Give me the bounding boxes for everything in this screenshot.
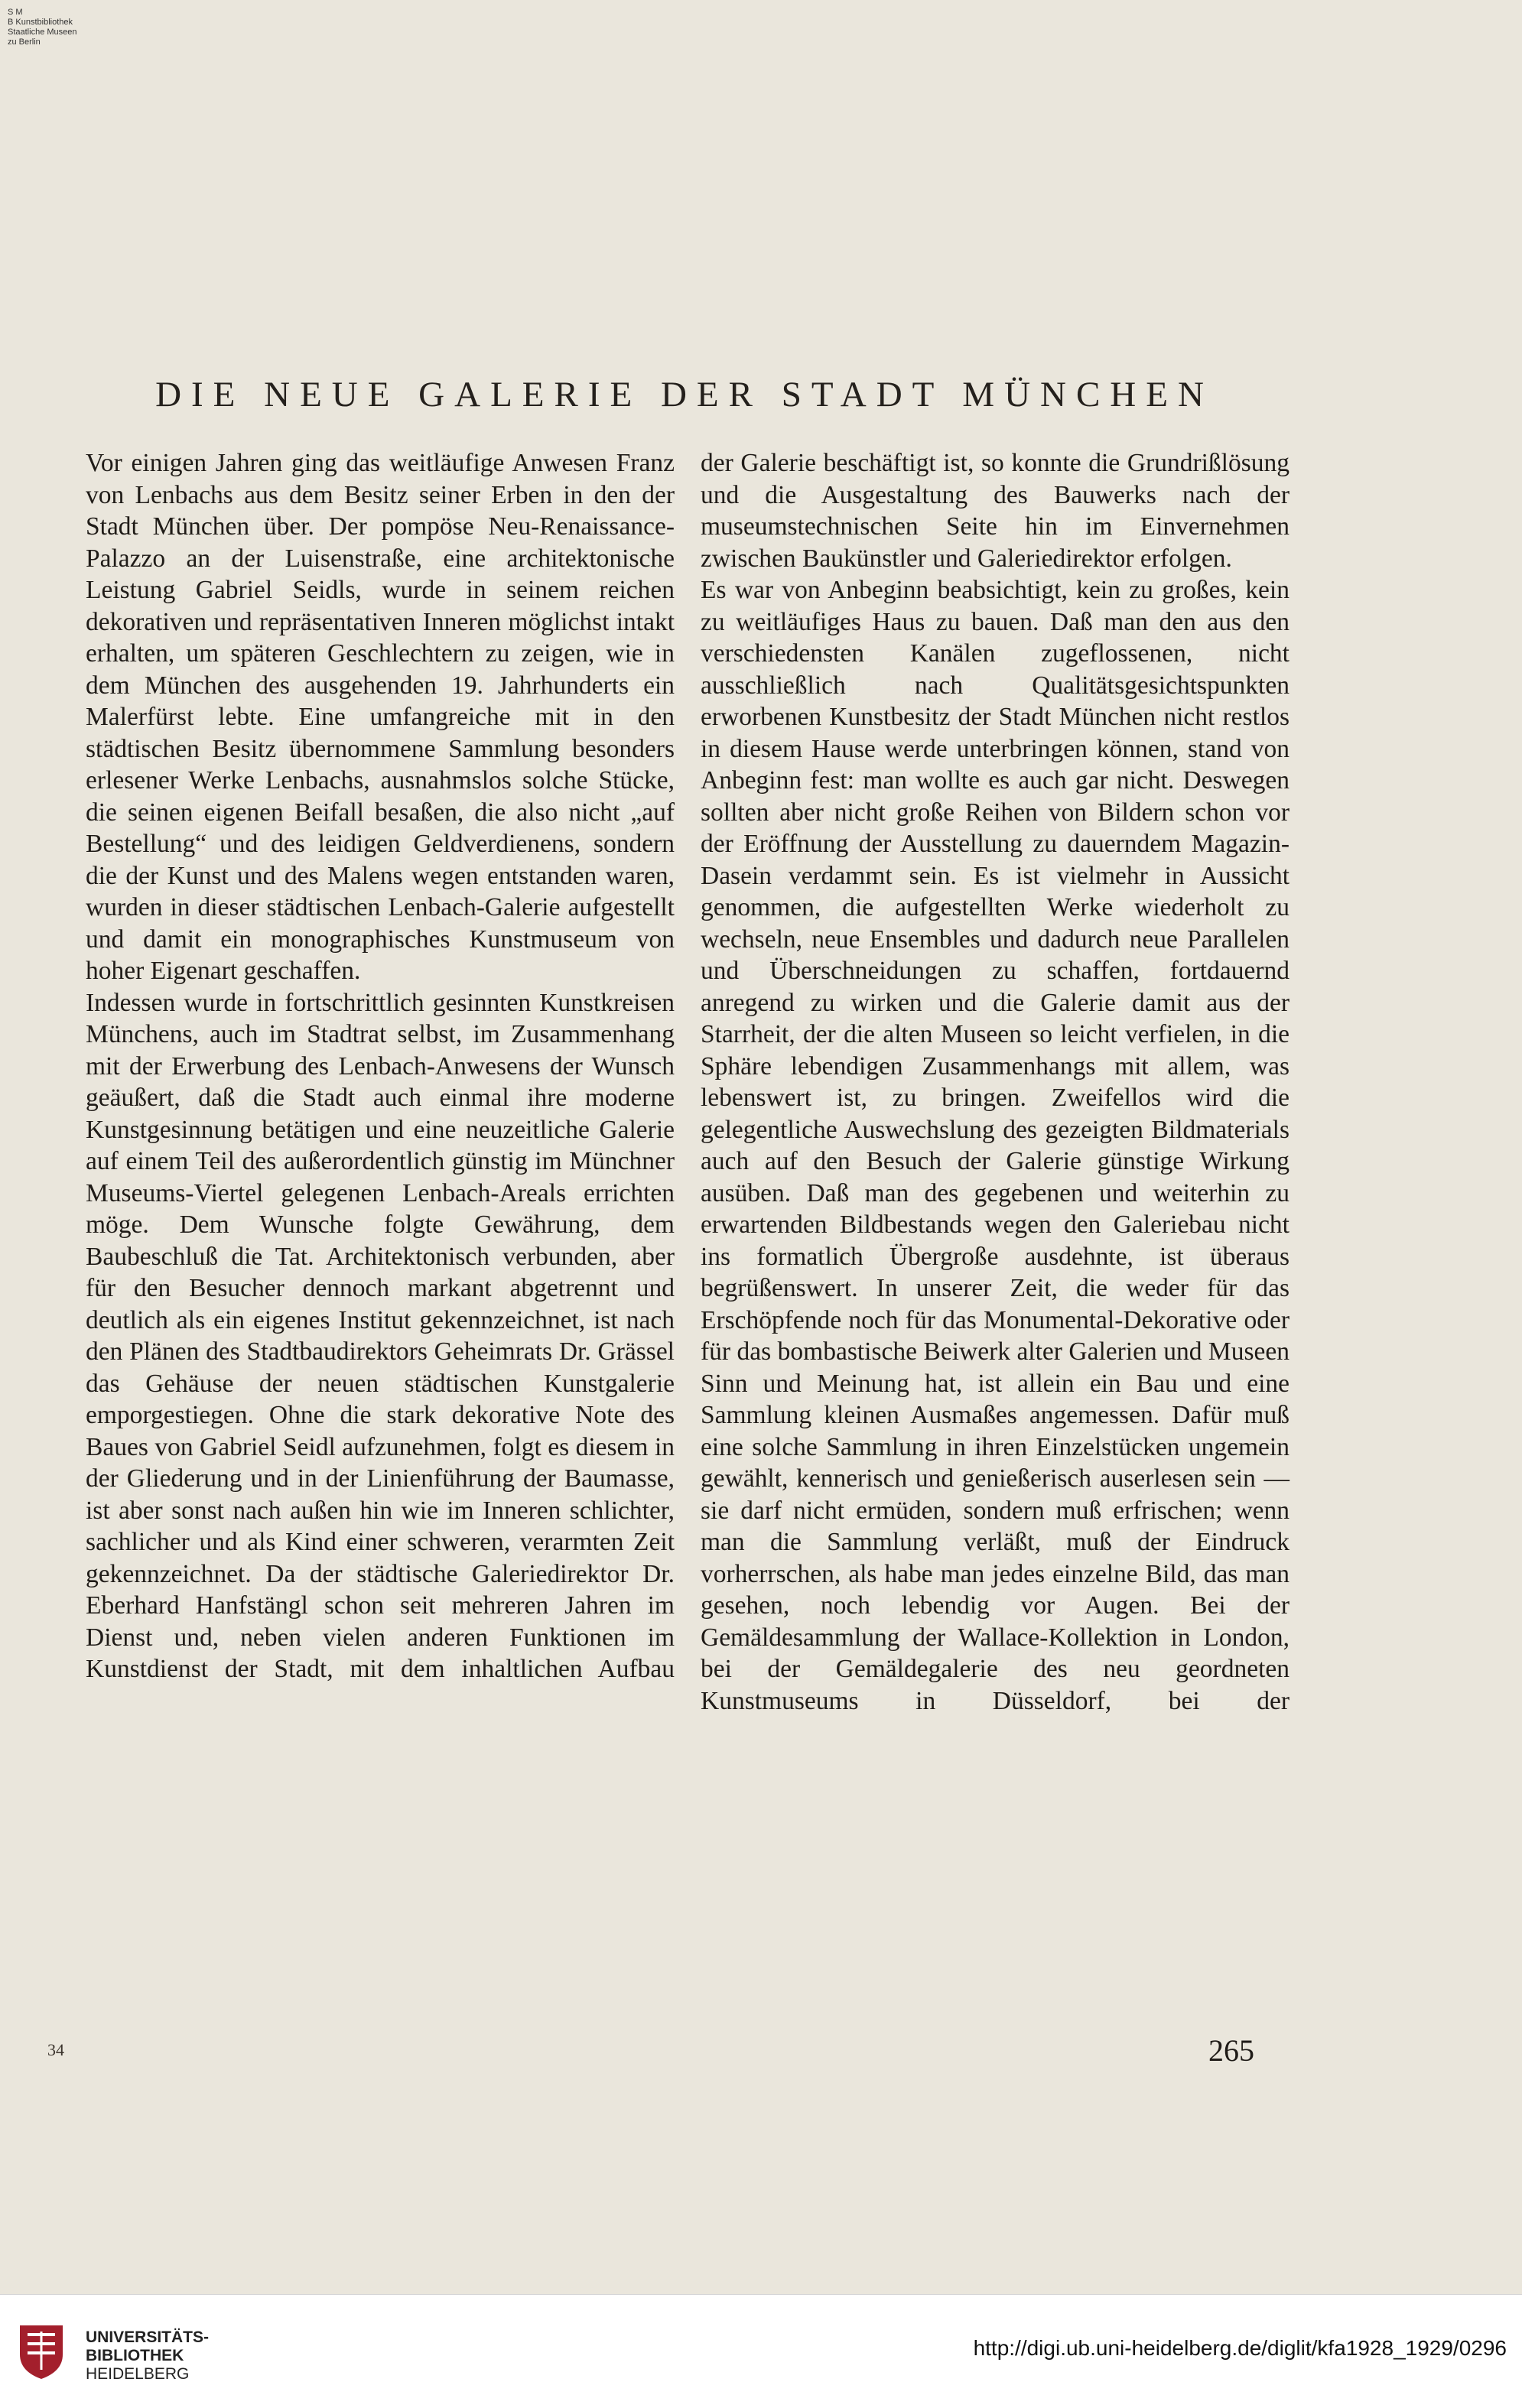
paragraph: Vor einigen Jahren ging das weitläufige Anwesen Franz von Lenbachs aus dem Besitz seiner Erben in den der Stadt München über. Der pompöse Neu-Renaissance-Palazzo an der Luisenstraße, eine architektonische Leistung Gabriel Seidls, wurde in seinem reichen dekorativen und repräsentativen Inneren möglichst intakt erhalten, um späteren Geschlechtern zu zeigen, wie in dem München des ausgehenden 19. Jahrhunderts ein Malerfürst lebte. Eine umfangreiche mit in den städtischen Besitz übernommene Sammlung besonders erlesener Werke Lenbachs, ausnahmslos solche Stücke, die seinen eigenen Beifall besaßen, die also nicht „auf Bestellung“ und des leidigen Geldverdienens, sondern die der Kunst und des Malens wegen entstanden waren, wurden in dieser städtischen Lenbach-Galerie aufgestellt und damit ein monographisches Kunstmuseum von hoher Eigenart geschaffen. (86, 449, 675, 985)
paragraph: Es war von Anbeginn beabsichtigt, kein zu großes, kein zu weitläufiges Haus zu bauen. Daß man den aus den verschiedensten Kanälen zugeflossenen, nicht ausschließlich nach Qualitätsgesichtspunkten erworbenen Kunstbesitz der Stadt München nicht restlos in diesem Hause werde unterbringen können, stand von Anbeginn fest: man wollte es auch gar nicht. Deswegen sollten aber nicht große Reihen von Bildern schon vor der Eröffnung der Ausstellung zu dauerndem Magazin-Dasein verdammt sein. Es ist vielmehr in Aussicht genommen, die aufgestellten Werke wiederholt zu wechseln, neue Ensembles und dadurch neue Parallelen und Überschneidungen zu schaffen, fortdauernd anregend zu wirken und die Galerie damit aus der Starrheit, der die alten Museen so leicht verfielen, in die Sphäre lebendigen Zusammenhangs mit allem, was lebenswert ist, zu bringen. Zweifellos wird die gelegentliche Auswechslung des gezeigten Bildmaterials auch auf den Besuch der Galerie günstige Wirkung ausüben. Daß man des gegebenen und weiterhin zu erwartenden Bildbestands wegen den Galeriebau nicht ins formatlich Übergroße ausdehnte, ist überaus begrüßenswert. In unserer Zeit, die weder für das Erschöpfende noch für das Monumental-Dekorative oder für das bombastische Beiwerk alter Galerien und Museen Sinn und Meinung hat, ist allein ein Bau und eine Sammlung kleinen Ausmaßes angemessen. Dafür muß eine solche Sammlung in ihren Einzelstücken ungemein gewählt, kennerisch und genießerisch auserlesen sein — sie darf nicht ermüden, sondern muß erfrischen; wenn man die Sammlung verläßt, muß der Eindruck vorherrschen, als habe man jedes einzelne Bild, das man gesehen, noch lebendig vor Augen. Bei der Gemäldesammlung der Wallace-Kollektion in London, bei der Gemäldegalerie des neu geordneten Kunstmuseums in Düsseldorf, bei der (701, 576, 1289, 1715)
library-stamp (8, 8, 77, 47)
page-number: 265 (1208, 2033, 1254, 2068)
paragraph: Indessen wurde in fortschrittlich gesinnten Kunstkreisen Münchens, auch im Stadtrat selbst, im Zusammenhang mit der Erwerbung des Lenbach-Anwesens der Wunsch geäußert, daß die Stadt auch einmal ihre moderne Kunstgesinnung betätigen und eine neuzeitliche Galerie auf einem Teil des außerordentlich günstig im Münchner Museums-Viertel gelegenen Lenbach-Areals errichten möge. Dem Wunsche folgte Gewährung, dem Baubeschluß die Tat. Architektonisch verbunden, aber für den Besucher dennoch markant abgetrennt und deutlich als ein eigenes Institut gekennzeichnet, ist nach den Plänen des Stadtbaudirektors Geheimrats Dr. Grässel das Gehäuse der neuen städtischen Kunstgalerie emporgestiegen. Ohne die stark dekorative Note des Baues von Gabriel Seidl aufzunehmen, folgt es diesem in der Gliederung und in der Linienführung der Baumasse, ist aber sonst nach außen hin wie im Inneren schlichter, sachlicher und als Kind einer schweren, verarmten Zeit gekennzeichnet. Da der städtische Galeriedirektor Dr. Eberhard Hanfstängl schon seit mehreren Jahren im Dienst und, neben vielen anderen Funktionen im Kunstdienst der Stadt, mit dem inhaltlichen Aufbau (86, 988, 675, 1683)
institution-line: BIBLIOTHEK (86, 2347, 184, 2364)
university-seal-icon[interactable] (17, 2321, 66, 2382)
permalink-url[interactable]: http://digi.ub.uni-heidelberg.de/diglit/kfa1928_1929/0296 (973, 2336, 1507, 2360)
digitization-footer (0, 2294, 1522, 2408)
stamp-line: zu Berlin (8, 37, 41, 47)
article-title: DIE NEUE GALERIE DER STADT MÜNCHEN (155, 375, 1214, 415)
printer-signature: 34 (47, 2040, 64, 2059)
institution-line: UNIVERSITÄTS- (86, 2328, 210, 2346)
institution-line: HEIDELBERG (86, 2365, 190, 2383)
text-column-left (86, 447, 675, 1685)
institution-name[interactable] (86, 2328, 209, 2384)
paragraph: der Galerie beschäftigt ist, so konnte die Grundrißlösung und die Ausgestaltung des Bauwerks nach der museumstechnischen Seite hin im Einvernehmen zwischen Baukünstler und Galeriedirektor erfolgen. (701, 449, 1289, 573)
stamp-line: S M (8, 8, 23, 17)
stamp-line: Staatliche Museen (8, 28, 77, 37)
stamp-line: B Kunstbibliothek (8, 18, 73, 27)
text-column-right (701, 447, 1289, 1717)
